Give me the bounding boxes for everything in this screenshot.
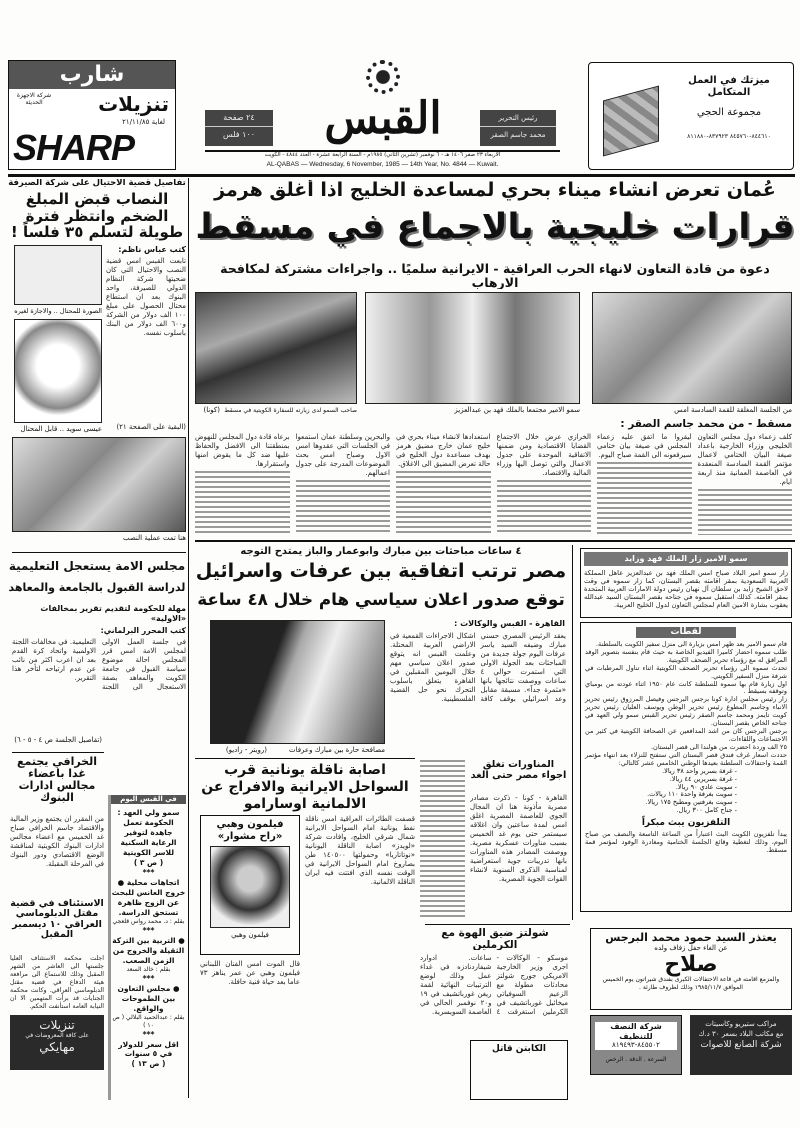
- mahayiki-ad-sale: تنزيلات: [39, 1018, 75, 1032]
- sound-ad-line-3: شركة الصانع للاصوات: [700, 1040, 782, 1051]
- fraud-caption-3: هنا تمت عملية النصب: [122, 534, 186, 542]
- filemon-body: قال الموت امس الفنان اللبناني فيلمون وهبي عن عمر يناهز ٧٣ عاما بعد حياة فنية حافلة.: [200, 960, 300, 986]
- group-ad-company: مجموعة الحجي: [696, 107, 762, 118]
- fraud-continued: (البقية على الصفحة ٢١): [116, 423, 186, 431]
- maneuvers-body: القاهرة - كونا - ذكرت مصادر مصرية مأذونة هنا ان المجال الجوي للعاصمة المصرية اغلق امس لمدة ساعتين وان اغلاقه سيستمر حتى يوم غد الخميس بسبب مناورات عسكرية مصرية. ووصفت المصادر هذه المناورات بانها تدريبات جوية استعراضية لمناسبة الذكرى السنوية لانشاء القوات الجوية المصرية.: [470, 794, 567, 883]
- price-item: - سويت عادي ٩٠ ريالا.: [675, 782, 737, 791]
- sharp-logo: SHARP: [13, 127, 135, 168]
- in-today-item: [111, 808, 186, 868]
- snapshots-box: [580, 622, 792, 912]
- barjas-line-2: عن الغاء حفل زفاف ولده: [654, 944, 728, 953]
- in-today-item: [111, 984, 186, 1030]
- photo-credit: (كونا): [203, 406, 220, 414]
- cleaning-ad: [590, 1015, 682, 1075]
- lead-paragraph: استعدادها لانشاء ميناء بحري في خليج عمان خارج مضيق هرمز بهدف مساعدة دول الخليج في حالة تعرض المضيق الى الاغلاق.: [396, 433, 491, 468]
- mubarak-arafat-photo: [210, 620, 385, 744]
- group-ad-phone: ٨٤٤٦١٠-٨٤٥٧٦٠ ٨٣٧٩٢٣-٨١١٨٨٠: [687, 133, 771, 140]
- fraud-body: تابعت القبس امس قضية النصب والاحتيال التي كان ضحيتها شركة النظام الدولي للصيرفة، واحد البنوك بعد ان استطاع محتال الحصول على مبلغ ١٠٠ الف دولار من الشركة و٦٠٠ الف دولار من البنك باسلوب نفسه.: [106, 257, 186, 337]
- sound-ad-line-2: مع مكاتب البلاد بسعر ٣٠ د.ك: [698, 1030, 784, 1039]
- in-today-item-text: اتجاهات محلية ● خروج العانس للبحث عن الزوج ظاهرة تستحق الدراسة.: [111, 878, 186, 917]
- filemon-portrait-photo: [210, 846, 290, 928]
- snapshot-item: طلب سموه احضار كاميرا الفيديو الخاصة به حيث قام بنفسه بتصوير الوفد المرافق له مع رؤساء تحرير الصحف الكويتية.: [585, 647, 787, 664]
- assembly-headline-1: مجلس الامة يستعجل التعليمية: [8, 560, 186, 573]
- editor-box: [480, 110, 556, 146]
- appeal-body: اجلت محكمة الاستئناف العليا جلستها الى العاشر من الشهر المقبل وذلك للاستماع الى مرافعة هيئة الدفاع في قضية مقتل الدبلوماسي العراقي. وكانت محكمة الجنايات قد برأت المتهمين الا ان النيابة العامة استأنفت الحكم.: [10, 955, 104, 1010]
- tv-body: يبدأ تلفزيون الكويت البث اعتباراً من الساعة التاسعة والنصف من صباح اليوم، وذلك لتغطية وقائع الجلسة الختامية ومغادرة الوفود لمؤتمر قمة مسقط.: [585, 830, 787, 854]
- pages-count: ٢٤ صفحة: [205, 110, 273, 127]
- captain-title: الكابتن قاتل: [491, 1044, 547, 1054]
- fraud-byline: كتب عباس ناظم:: [118, 245, 186, 254]
- separator: ***: [142, 868, 155, 878]
- fraud-kicker: تفاصيل قضية الاحتيال على شركة الصيرفة: [8, 179, 186, 188]
- egypt-kicker: ٤ ساعات مباحثات بين مبارك وأبوعمار والباز يمتدح التوجه: [240, 546, 522, 557]
- group-ad: [588, 62, 794, 170]
- in-today-item-ref: ( ص ٣ ): [133, 858, 164, 868]
- emir-visit-box: [580, 548, 792, 618]
- egypt-photo-credit: (رويتر - راديو): [225, 746, 267, 754]
- assembly-headline-2: لدراسة القبول بالجامعة والمعاهد: [8, 582, 186, 594]
- price-box: [205, 110, 273, 146]
- separator: ***: [142, 1029, 155, 1039]
- sharp-ad: [8, 60, 176, 170]
- egypt-body: يعقد الرئيس المصري حسني مبارك وضيفه السيد ياسر عرفات اليوم جولة جديدة من المباحثات بعد الجولة الاولى التي استمرت حوالي ٤ ساعات ووصفت نتائجها بانها «مثمرة جداً». مسبقة مقابل وعد اسرائيلي بوقف كافة اشكال الاجراءات القمعية في الاراضي العربية المحتلة. وعلمت القبس انه يتوقع صدور اعلان سياسي مهم خلال اليومين المقبلين في القاهرة يتعلق باسلوب التحرك نحو حل القضية الفلسطينية.: [390, 632, 566, 703]
- sharp-ad-sale: تنزيلات: [98, 92, 169, 116]
- emir-visit-title: سمو الامير زار الملك فهد وزايد: [584, 552, 788, 566]
- cleaning-ad-title: شركة النصف للتنظيف: [595, 1022, 677, 1041]
- closed-session-photo: [592, 292, 792, 404]
- sound-ad-line-1: مراكب ستيريو وكاسيتات: [705, 1020, 777, 1028]
- sunflower-emblem-icon: [366, 60, 400, 94]
- lead-paragraph: برعاه قادة دول المجلس للنهوض بمنطقتنا الى الافضل والحفاظ عليها ضد كل ما يقوض امنها واستقرارها.: [195, 433, 290, 468]
- in-today-item: [111, 878, 186, 926]
- sharp-ad-dealer: شركة الاجهزة الحديثة: [16, 92, 52, 106]
- group-ad-slogan: ميزتك في العمل المتكامل: [688, 75, 770, 98]
- emir-visit-body: زار سمو امير البلاد صباح امس الملك فهد بن عبدالعزيز عاهل المملكة العربية السعودية بمقر اقامته بقصر البستان، كما زار سموه في وقت لاحق الشيخ زايد بن سلطان آل نهيان رئيس دولة الامارات العربية المتحدة بمقر اقامته. كذلك استقبل سموه في جناحه بقصر البستان السيد عبدالله يعقوب بشارة الامين العام لمجلس التعاون لدول الخليج العربية.: [584, 569, 788, 610]
- assembly-subhead: مهلة للحكومة لتقديم تقرير بمخالفات «الاولية»: [40, 604, 186, 623]
- cleaning-ad-tags: السرعة . الدقة . الرخص: [605, 1055, 667, 1063]
- maneuvers-headline: المناورات تغلق اجواء مصر حتى الغد: [470, 760, 567, 781]
- dateline-en: AL-QABAS — Wednesday, 6 November, 1985 — 14th Year, No. 4844 — Kuwait.: [266, 161, 499, 168]
- dateline-ar: الاربعاء ٢٣ صفر ١٤٠٦ هـ - ٦ نوفمبر (تشرين الثاني) ١٩٨٥م - السنة الرابعة عشرة - العدد ٤٨٤٤ - الكويت: [264, 152, 501, 158]
- separator: ***: [142, 973, 155, 983]
- snapshot-item: زار رئيس مجلس ادارة كونا برجس البرجس وفيصل المرزوق رئيس تحرير الانباء وجاسم المطوع رئيس تحرير الوطن ويوسف العليان رئيس تحرير كويت تايمز ومحمد جاسم الصقر رئيس تحرير القبس سمو ولي العهد في جناحه الخاص بقصر البستان.: [585, 695, 787, 728]
- barjas-line-1: يعتذر السيد حمود محمد البرجس: [605, 931, 777, 944]
- cube-graphic: [603, 85, 659, 156]
- in-today-item-ref: بقلم : د. محمد رواس قلعجي: [112, 917, 185, 925]
- price-item: - جناح كامل ٣٠٠ ريال.: [676, 806, 737, 815]
- barjas-groom-name: صلاح: [664, 951, 718, 977]
- swindler-portrait-photo: [14, 319, 102, 423]
- in-today-item-ref: ( ص ١٣ ): [131, 1059, 166, 1069]
- lead-caption-1: من الجلسة المغلقة للقمة السادسة امس: [674, 406, 792, 414]
- egypt-dateline: القاهرة - القبس والوكالات :: [454, 619, 565, 628]
- lead-paragraph: الخرازي عرض خلال الاجتماع القضايا الاقتصادية ومن ضمنها الاتفاقية الموحدة على جدول الاعمال والتي توصل اليها وزراء المالية والاقتصاد.: [496, 433, 591, 477]
- editor-title: رئيس التحرير: [480, 110, 556, 127]
- in-today-item-text: ● مجلس التعاون بين الطموحات والواقع.: [117, 983, 180, 1013]
- lead-caption-2: سمو الامير مجتمعا بالملك فهد بن عبدالعزيز: [454, 406, 580, 414]
- egypt-headline-1: مصر ترتب اتفاقية بين عرفات واسرائيل: [195, 561, 567, 582]
- bank-interior-photo: [12, 437, 186, 532]
- snapshot-item: ٢٥ الف وردة احضرت من هولندا الى قصر البستان.: [650, 742, 787, 751]
- editor-name: محمد جاسم الصقر: [490, 131, 546, 139]
- barjas-line-3: والمزمع اقامته في قاعة الاحتفالات الكبرى بفندق شيراتون يوم الخميس الموافق ١٩٨٥/١١/٧ وذلك لظروف طارئة .: [602, 976, 780, 991]
- lead-paragraph: والبحرين وسلطنة عمان استمعوا في الجلسات التي عقدوها امس الاول وصباح امس بحث الموضوعات المدرجة على جدول اعمالهم.: [295, 433, 390, 477]
- price-item: - سويت بغرفة واحدة ١١٠ ريالات.: [647, 790, 737, 799]
- in-today-item: [111, 936, 186, 974]
- in-today-box: [108, 795, 186, 1100]
- sharp-ad-until: لغاية ٢١/١١/٨٥: [122, 118, 165, 126]
- snapshots-title: لقطات: [636, 627, 736, 638]
- emir-king-fahd-photo: [365, 292, 580, 404]
- lead-subhead: دعوة من قادة التعاون لانهاء الحرب العراقية - الايرانية سلميًا .. واجراءات مشتركة لمكافحة الارهاب: [220, 262, 770, 289]
- lead-headline: قرارات خليجية بالاجماع في مسقط: [195, 208, 795, 247]
- lead-caption-3: صاحب السمو لدى زيارته للسفارة الكويتية في مسقط: [224, 407, 357, 414]
- assembly-byline: كتب المحرر البرلماني:: [100, 626, 186, 635]
- assembly-continued: (تفاصيل الجلسة ص ٤ - ٥ - ٦): [14, 736, 102, 744]
- room-prices: [585, 768, 787, 816]
- schultz-body: موسكو - الوكالات - اجرى وزير الخارجية الامريكي جورج شولتز محادثات مطولة مع الزعيم السوفياتي ميخائيل غورباتشيف في الكرملين استغرقت ٤ ساعات. ادوارد شيفاردنادزه في غداء عمل وذلك لوضع الترتيبات النهائية لقمة ريغن غورباتشيف في ١٩ و٢٠ نوفمبر الحالي في العاصمة السويسرية.: [420, 954, 568, 1016]
- in-today-item: [111, 1040, 186, 1070]
- snapshot-item: تحدث سموه الى رؤساء تحرير الصحف الكويتية اثناء تناول المرطبات في شرفة منزل السفير الكويتي.: [585, 663, 787, 680]
- snapshot-item: برجس البرجس كان من اشد المدافعين عن الصحافة الكويتية في كثير من الاجتماعات واللقاءات.: [585, 727, 787, 743]
- in-today-item-ref: بقلم : عبدالحميد البلالي ( ص ١٠ ): [112, 1013, 185, 1029]
- tv-title: التلفزيون يبث مبكراً: [641, 818, 731, 829]
- kharafi-headline: الخرافي يجتمع غدا باعضاء مجالس ادارات البنوك: [16, 756, 98, 805]
- tanker-body: قصفت الطائرات العراقية امس ناقلة نفط يونانية امام السواحل الايرانية شمال شرقي الخليج، وافادت شركة «لويدز» اصابة الناقلة اليونانية «نوتاتاريا» وحمولتها ١٤٠٥٠٠ طن بصاروخ امام السواحل الايرانية في الوقت نفسه الذي افتتت فيه ايران الناقلة الالمانية.: [305, 815, 415, 886]
- mahayiki-ad-text: على كافة المعروضات في: [25, 1032, 89, 1040]
- schultz-headline: شولتز ضيق الهوة مع الكرملين: [441, 928, 549, 950]
- in-today-item-text: اقل سعر للدولار في ٥ سنوات: [118, 1039, 179, 1059]
- in-today-item-text: ● التربية بين التركة الثقيلة والخروج من الزمن الصعب.: [112, 935, 185, 965]
- filemon-caption: فيلمون وهبي: [231, 931, 269, 939]
- fraud-caption-2: عيسى سويد .. قابل المحتال: [20, 425, 102, 433]
- fraud-headline: النصاب قبض المبلغ الضخم وانتظر فترة طويلة لتسلم ٣٥ فلساً !: [10, 191, 184, 241]
- snapshot-item: قام سمو الامير بعد ظهر امس بزيارة الى منزل سفير الكويت بالسلطنة.: [595, 639, 787, 648]
- filemon-title: فيلمون وهبي «راح مشوار»: [216, 819, 284, 842]
- sound-ad: [690, 1015, 792, 1075]
- mahayiki-ad: [10, 1015, 104, 1070]
- barjas-notice: [590, 928, 792, 1010]
- cleaning-ad-phone: ٨٤٥٥٠٢-٨١٩٤٩٣: [595, 1041, 677, 1049]
- newspaper-logo: [290, 60, 476, 149]
- lead-paragraph: كلف زعماء دول مجلس التعاون الخليجي وزراء الخارجية باعداد صيغة البيان الختامي لاعمال مؤتمر القمة السادسة المنعقدة في العاصمة العمانية منذ اربعة ايام.: [697, 433, 792, 486]
- egypt-headline-2: توقع صدور اعلان سياسي هام خلال ٤٨ ساعة: [197, 590, 565, 609]
- lead-kicker: عُمان تعرض انشاء ميناء بحري لمساعدة الخليج اذا أغلق هرمز: [214, 180, 776, 201]
- mahayiki-ad-store: مهايكي: [39, 1040, 75, 1055]
- price-item: - سويت بغرفتين ومطبخ ١٧٥ ريالا.: [645, 798, 737, 807]
- price-item: - غرفة بسرير واحد ٣٨ ريالا.: [662, 766, 737, 775]
- egypt-body-continued: [420, 760, 465, 920]
- in-today-item-ref: بقلم : خالد السعد: [126, 965, 171, 973]
- fraud-document-photo: [14, 245, 102, 305]
- appeal-headline: الاستئناف في قضية مقتل الدبلوماسي العراقي ١٠ ديسمبر المقبل: [10, 899, 104, 941]
- kharafi-body: من المقرر ان يجتمع وزير المالية والاقتصاد جاسم الخرافي صباح غد الخميس مع اعضاء مجالس ادارات البنوك الكويتية لمناقشة الوضع الاقتصادي ودور البنوك في المرحلة المقبلة.: [10, 815, 104, 868]
- snapshot-item: اول زيارة قام بها سموه للسلطنة كانت عام ١٩٥٠ اثناء عودته من بومباي وتوقفه بسيقط .: [585, 679, 787, 696]
- price: ١٠٠ فلس: [222, 130, 256, 139]
- assembly-body: في جلسة العمل الاولى لمجلس الامة امس قرر المجلس احالة موضوع سياسة القبول في جامعة الكويت والمعاهد بصفة الاستعجال الى اللجنة التعليمية. في مخالفات اللجنة الاولمبية واتحاد كرة القدم بعد ان اعرب اكثر من نائب عن عدم ارتياحه لتأخر هذا التقرير.: [12, 638, 186, 691]
- snapshots-items: [585, 641, 787, 768]
- filemon-box: [200, 815, 300, 955]
- egypt-caption: مصافحة حارة بين مبارك وعرفات: [288, 746, 385, 754]
- separator: ***: [142, 925, 155, 935]
- captain-box: [470, 1040, 568, 1100]
- in-today-item-text: سمو ولي العهد : الحكومة تعمل جاهدة لتوفير الرعاية السكنية للاسر الكويتية: [117, 808, 180, 858]
- fraud-caption-1: الصورة للمحتال .. والاجازة لغيره: [14, 307, 102, 315]
- lead-byline: مسقط - من محمد جاسم الصقر :: [620, 418, 792, 430]
- tanker-headline: اصابة ناقلة يونانية قرب السواحل الايرانية والافراج عن الالمانية اوسارامو: [201, 762, 409, 812]
- lead-paragraph: ليقروا ما اتفق عليه زعماء المجلس في صيغة بيان ختامي سيرفعونه الى القمة صباح اليوم.: [597, 433, 692, 459]
- snapshot-item: حددت اسعار غرف فندق قصر البستان التي ستفتح للنزلاء بعد انتهاء مؤتمر القمة واحتفالات السلطنة بعيدها الوطني الخامس عشر كالتالي:: [585, 750, 787, 767]
- emir-embassy-visit-photo: [195, 292, 357, 404]
- lead-body: [195, 433, 792, 535]
- logo-text: القبس: [324, 93, 442, 144]
- sharp-ad-top: شارب: [9, 61, 175, 89]
- in-today-title: في القبس اليوم: [111, 795, 186, 804]
- price-item: - غرفة بسريرين ٤٤ ريالا.: [669, 774, 737, 783]
